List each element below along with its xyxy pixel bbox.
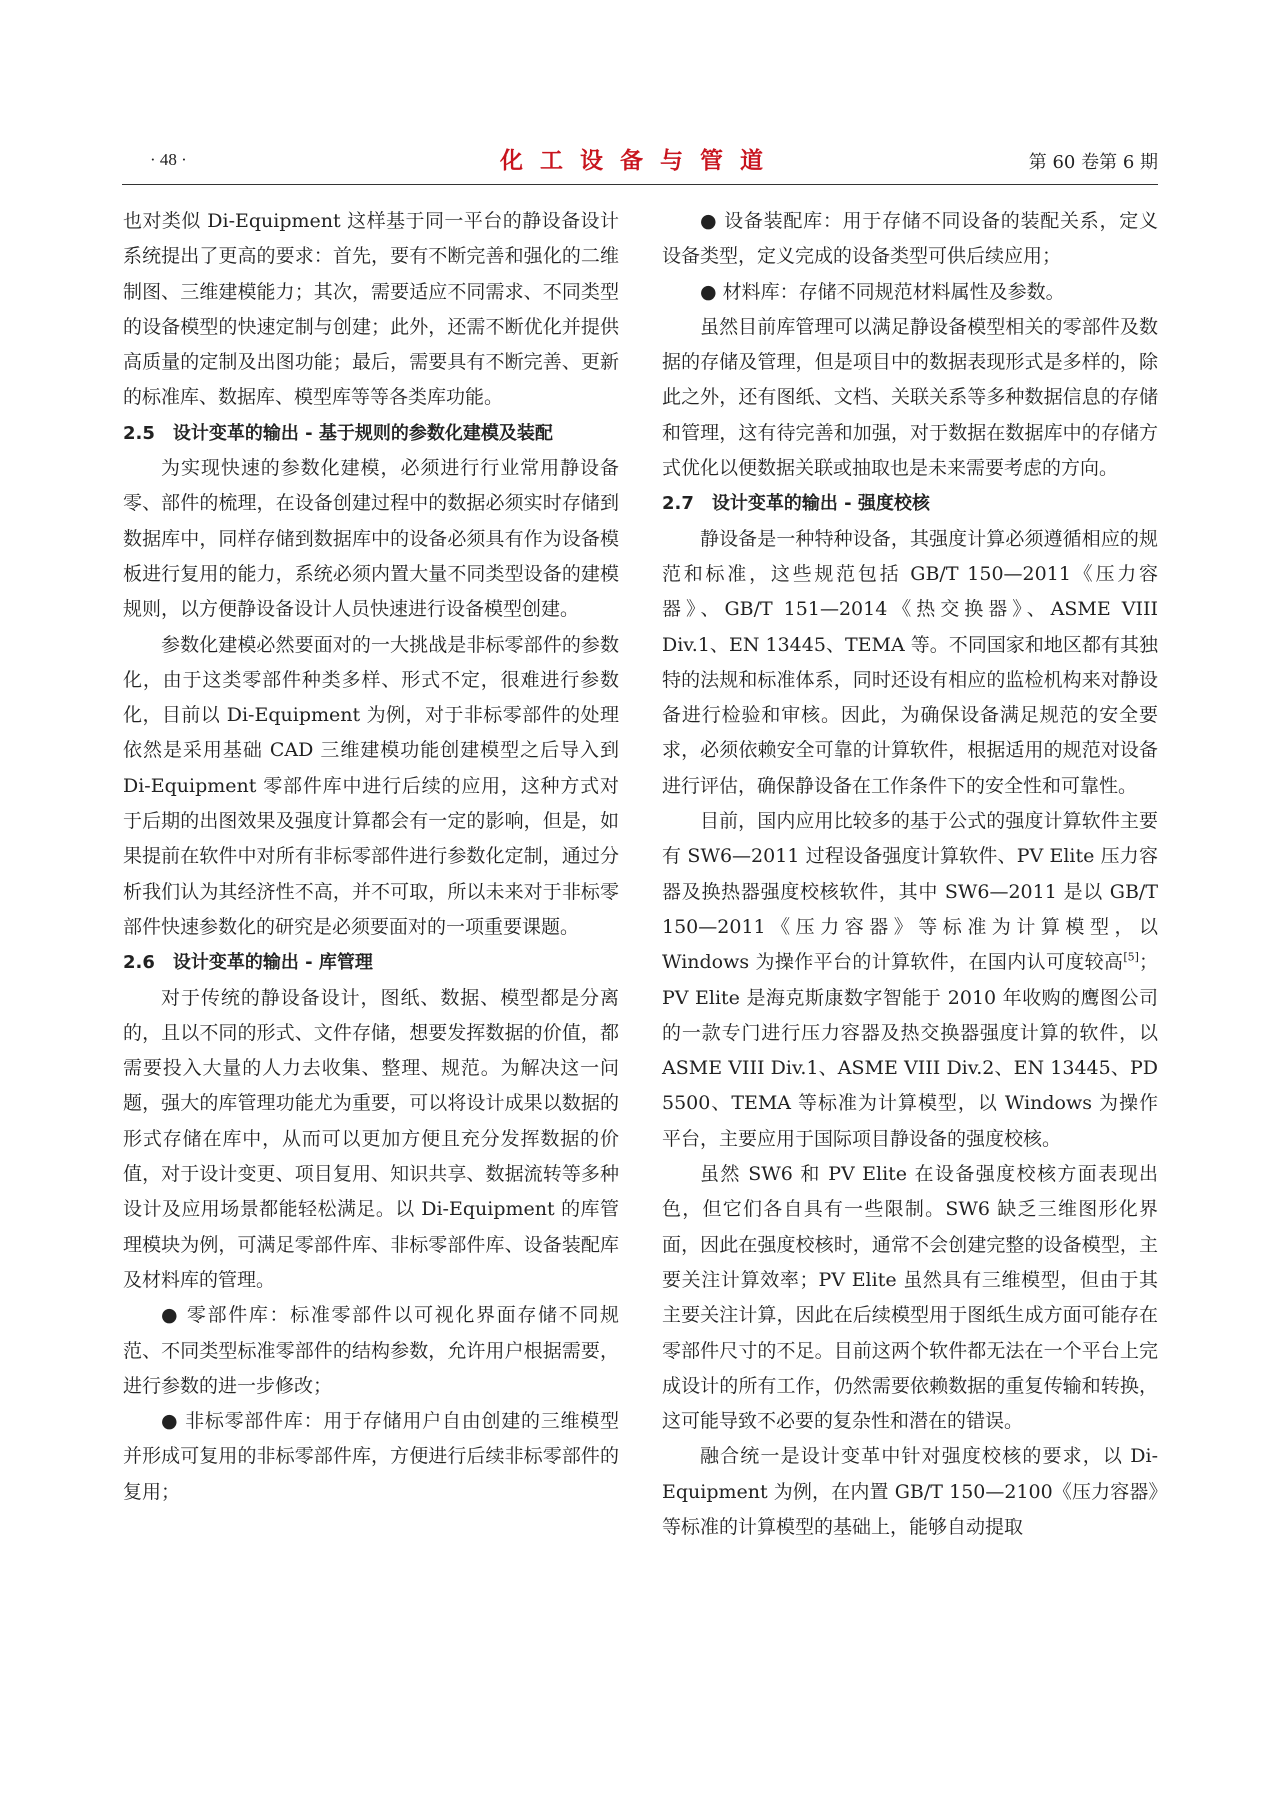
paragraph: 融合统一是设计变革中针对强度校核的要求，以 Di-Equipment 为例，在内置 GB/T 150—2100《压力容器》等标准的计算模型的基础上，能够自动提取 [662, 1445, 1158, 1538]
paragraph: 虽然 SW6 和 PV Elite 在设备强度校核方面表现出色，但它们各自具有一些限制。SW6 缺乏三维图形化界面，因此在强度校核时，通常不会创建完整的设备模型，主要关注计算效率；PV Elite 虽然具有三维模型，但由于其主要关注计算，因此在后续模型用于图纸生成方面可能存在零部件尺寸的不足。目前这两个软件都无法在一个平台上完成设计的所有工作，仍然需要依赖数据的重复传输和转换，这可能导致不必要的复杂性和潜在的错误。 [662, 1163, 1158, 1433]
paragraph-text: 目前，国内应用比较多的基于公式的强度计算软件主要有 SW6—2011 过程设备强度计算软件、PV Elite 压力容器及换热器强度校核软件，其中 SW6—2011 是以 GB/T 150—2011《压力容器》等标准为计算模型，以 Windows 为操作平台的计算软件，在国内认可度较高 [662, 810, 1158, 974]
list-item: ● 零部件库：标准零部件以可视化界面存储不同规范、不同类型标准零部件的结构参数，允许用户根据需要，进行参数的进一步修改； [123, 1304, 619, 1397]
citation-ref: [5] [1123, 950, 1139, 964]
paragraph: 参数化建模必然要面对的一大挑战是非标零部件的参数化，由于这类零部件种类多样、形式不定，很难进行参数化，目前以 Di-Equipment 为例，对于非标零部件的处理依然是采用基础 CAD 三维建模功能创建模型之后导入到 Di-Equipment 零部件库中进行后续的应用，这种方式对于后期的出图效果及强度计算都会有一定的影响，但是，如果提前在软件中对所有非标零部件进行参数化定制，通过分析我们认为其经济性不高，并不可取，所以未来对于非标零部件快速参数化的研究是必须要面对的一项重要课题。 [123, 633, 619, 938]
left-column [123, 204, 619, 1510]
list-item: ● 设备装配库：用于存储不同设备的装配关系，定义设备类型，定义完成的设备类型可供后续应用； [662, 210, 1158, 268]
journal-title: 化工设备与管道 [500, 148, 780, 174]
section-heading-2-7: 2.7 设计变革的输出 - 强度校核 [662, 493, 930, 515]
issue-label: 第 60 卷第 6 期 [1028, 152, 1158, 173]
paragraph: 为实现快速的参数化建模，必须进行行业常用静设备零、部件的梳理，在设备创建过程中的数据必须实时存储到数据库中，同样存储到数据库中的设备必须具有作为设备模板进行复用的能力，系统必须内置大量不同类型设备的建模规则，以方便静设备设计人员快速进行设备模型创建。 [123, 457, 619, 621]
paragraph: 也对类似 Di-Equipment 这样基于同一平台的静设备设计系统提出了更高的要求：首先，要有不断完善和强化的二维制图、三维建模能力；其次，需要适应不同需求、不同类型的设备模型的快速定制与创建；此外，还需不断优化并提供高质量的定制及出图功能；最后，需要具有不断完善、更新的标准库、数据库、模型库等等各类库功能。 [123, 210, 619, 409]
page-number: · 48 · [150, 150, 187, 169]
paragraph [662, 804, 1158, 1157]
paragraph: 静设备是一种特种设备，其强度计算必须遵循相应的规范和标准，这些规范包括 GB/T 150—2011《压力容器》、GB/T 151—2014《热交换器》、ASME VIII Div.1、EN 13445、TEMA 等。不同国家和地区都有其独特的法规和标准体系，同时还设有相应的监检机构来对静设备进行检验和审核。因此，为确保设备满足规范的安全要求，必须依赖安全可靠的计算软件，根据适用的规范对设备进行评估，确保静设备在工作条件下的安全性和可靠性。 [662, 527, 1158, 797]
section-heading-2-6: 2.6 设计变革的输出 - 库管理 [123, 952, 373, 974]
paragraph: 对于传统的静设备设计，图纸、数据、模型都是分离的，且以不同的形式、文件存储，想要发挥数据的价值，都需要投入大量的人力去收集、整理、规范。为解决这一问题，强大的库管理功能尤为重要，可以将设计成果以数据的形式存储在库中，从而可以更加方便且充分发挥数据的价值，对于设计变更、项目复用、知识共享、数据流转等多种设计及应用场景都能轻松满足。以 Di-Equipment 的库管理模块为例，可满足零部件库、非标零部件库、设备装配库及材料库的管理。 [123, 986, 619, 1291]
paragraph: 虽然目前库管理可以满足静设备模型相关的零部件及数据的存储及管理，但是项目中的数据表现形式是多样的，除此之外，还有图纸、文档、关联关系等多种数据信息的存储和管理，这有待完善和加强，对于数据在数据库中的存储方式优化以便数据关联或抽取也是未来需要考虑的方向。 [662, 315, 1158, 480]
section-heading-2-5: 2.5 设计变革的输出 - 基于规则的参数化建模及装配 [123, 422, 553, 444]
header-rule [122, 184, 1158, 185]
right-column [662, 204, 1158, 1545]
paragraph-text: ；PV Elite 是海克斯康数字智能于 2010 年收购的鹰图公司的一款专门进行压力容器及热交换器强度计算的软件，以 ASME VIII Div.1、ASME VIII Div.2、EN 13445、PD 5500、TEMA 等标准为计算模型，以 Windows 为操作平台，主要应用于国际项目静设备的强度校核。 [662, 951, 1158, 1150]
page-header [122, 142, 1158, 182]
list-item: ● 材料库：存储不同规范材料属性及参数。 [700, 280, 1065, 303]
list-item: ● 非标零部件库：用于存储用户自由创建的三维模型并形成可复用的非标零部件库，方便进行后续非标零部件的复用； [123, 1410, 619, 1503]
